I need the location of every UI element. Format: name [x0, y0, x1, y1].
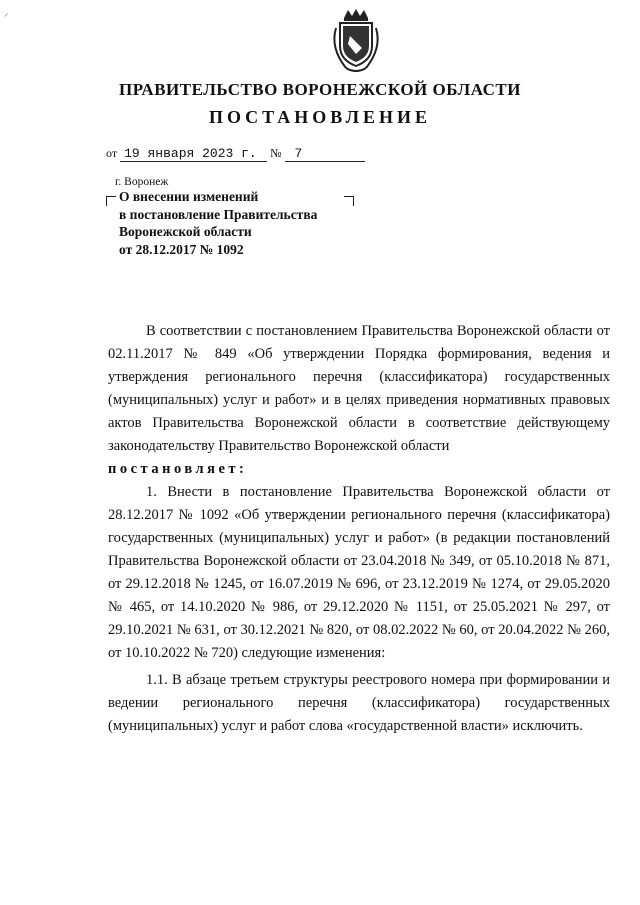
subject-bracket-left	[106, 196, 116, 206]
subject-line: О внесении изменений	[119, 189, 259, 204]
from-label: от	[106, 146, 118, 160]
number-value: 7	[285, 146, 365, 162]
coat-of-arms-icon	[326, 8, 386, 76]
date-number-line	[106, 146, 365, 162]
organization-title: ПРАВИТЕЛЬСТВО ВОРОНЕЖСКОЙ ОБЛАСТИ	[118, 80, 521, 99]
scan-mark: ⸝	[4, 8, 9, 18]
item-1-paragraph: 1. Внести в постановление Правительства Воронежской области от 28.12.2017 № 1092 «Об утверждении регионального перечня (классификатора) государственных (муниципальных) услуг и работ» (в редакции постановлений Правительства Воронежской области от 23.04.2018 № 349, от 05.10.2018 № 871, от 29.12.2018 № 1245, от 16.07.2019 № 696, от 23.12.2019 № 1274, от 29.05.2020 № 465, от 14.10.2020 № 986, от 29.12.2020 № 1151, от 25.05.2021 № 297, от 29.10.2021 № 631, от 30.12.2021 № 820, от 08.02.2022 № 60, от 20.04.2022 № 260, от 10.10.2022 № 720) следующие изменения:	[108, 484, 610, 661]
document-type-title: ПОСТАНОВЛЕНИЕ	[208, 107, 432, 127]
subject-line: Воронежской области	[119, 224, 252, 239]
item-1-1-paragraph: 1.1. В абзаце третьем структуры реестрового номера при формировании и ведении регионального перечня (классификатора) государственных (муниципальных) услуг и работ слова «государственной власти» исключить.	[108, 672, 610, 734]
intro-paragraph: В соответствии с постановлением Правительства Воронежской области от 02.11.2017 № 849 «Об утверждении Порядка формирования, ведения и утверждения регионального перечня (классификатора) государственных (муниципальных) услуг и работ» и в целях приведения нормативных правовых актов Правительства Воронежской области в соответствие действующему законодательству Правительство Воронежской области	[108, 323, 610, 454]
number-label: №	[270, 146, 282, 160]
document-body	[108, 320, 610, 738]
document-subject	[119, 188, 317, 258]
city-label: г. Воронеж	[115, 176, 169, 188]
subject-line: от 28.12.2017 № 1092	[119, 241, 244, 257]
subject-bracket-right	[344, 196, 354, 206]
resolves-word: постановляет:	[108, 461, 248, 477]
date-value: 19 января 2023 г.	[120, 146, 267, 162]
subject-line: в постановление Правительства	[119, 206, 318, 222]
